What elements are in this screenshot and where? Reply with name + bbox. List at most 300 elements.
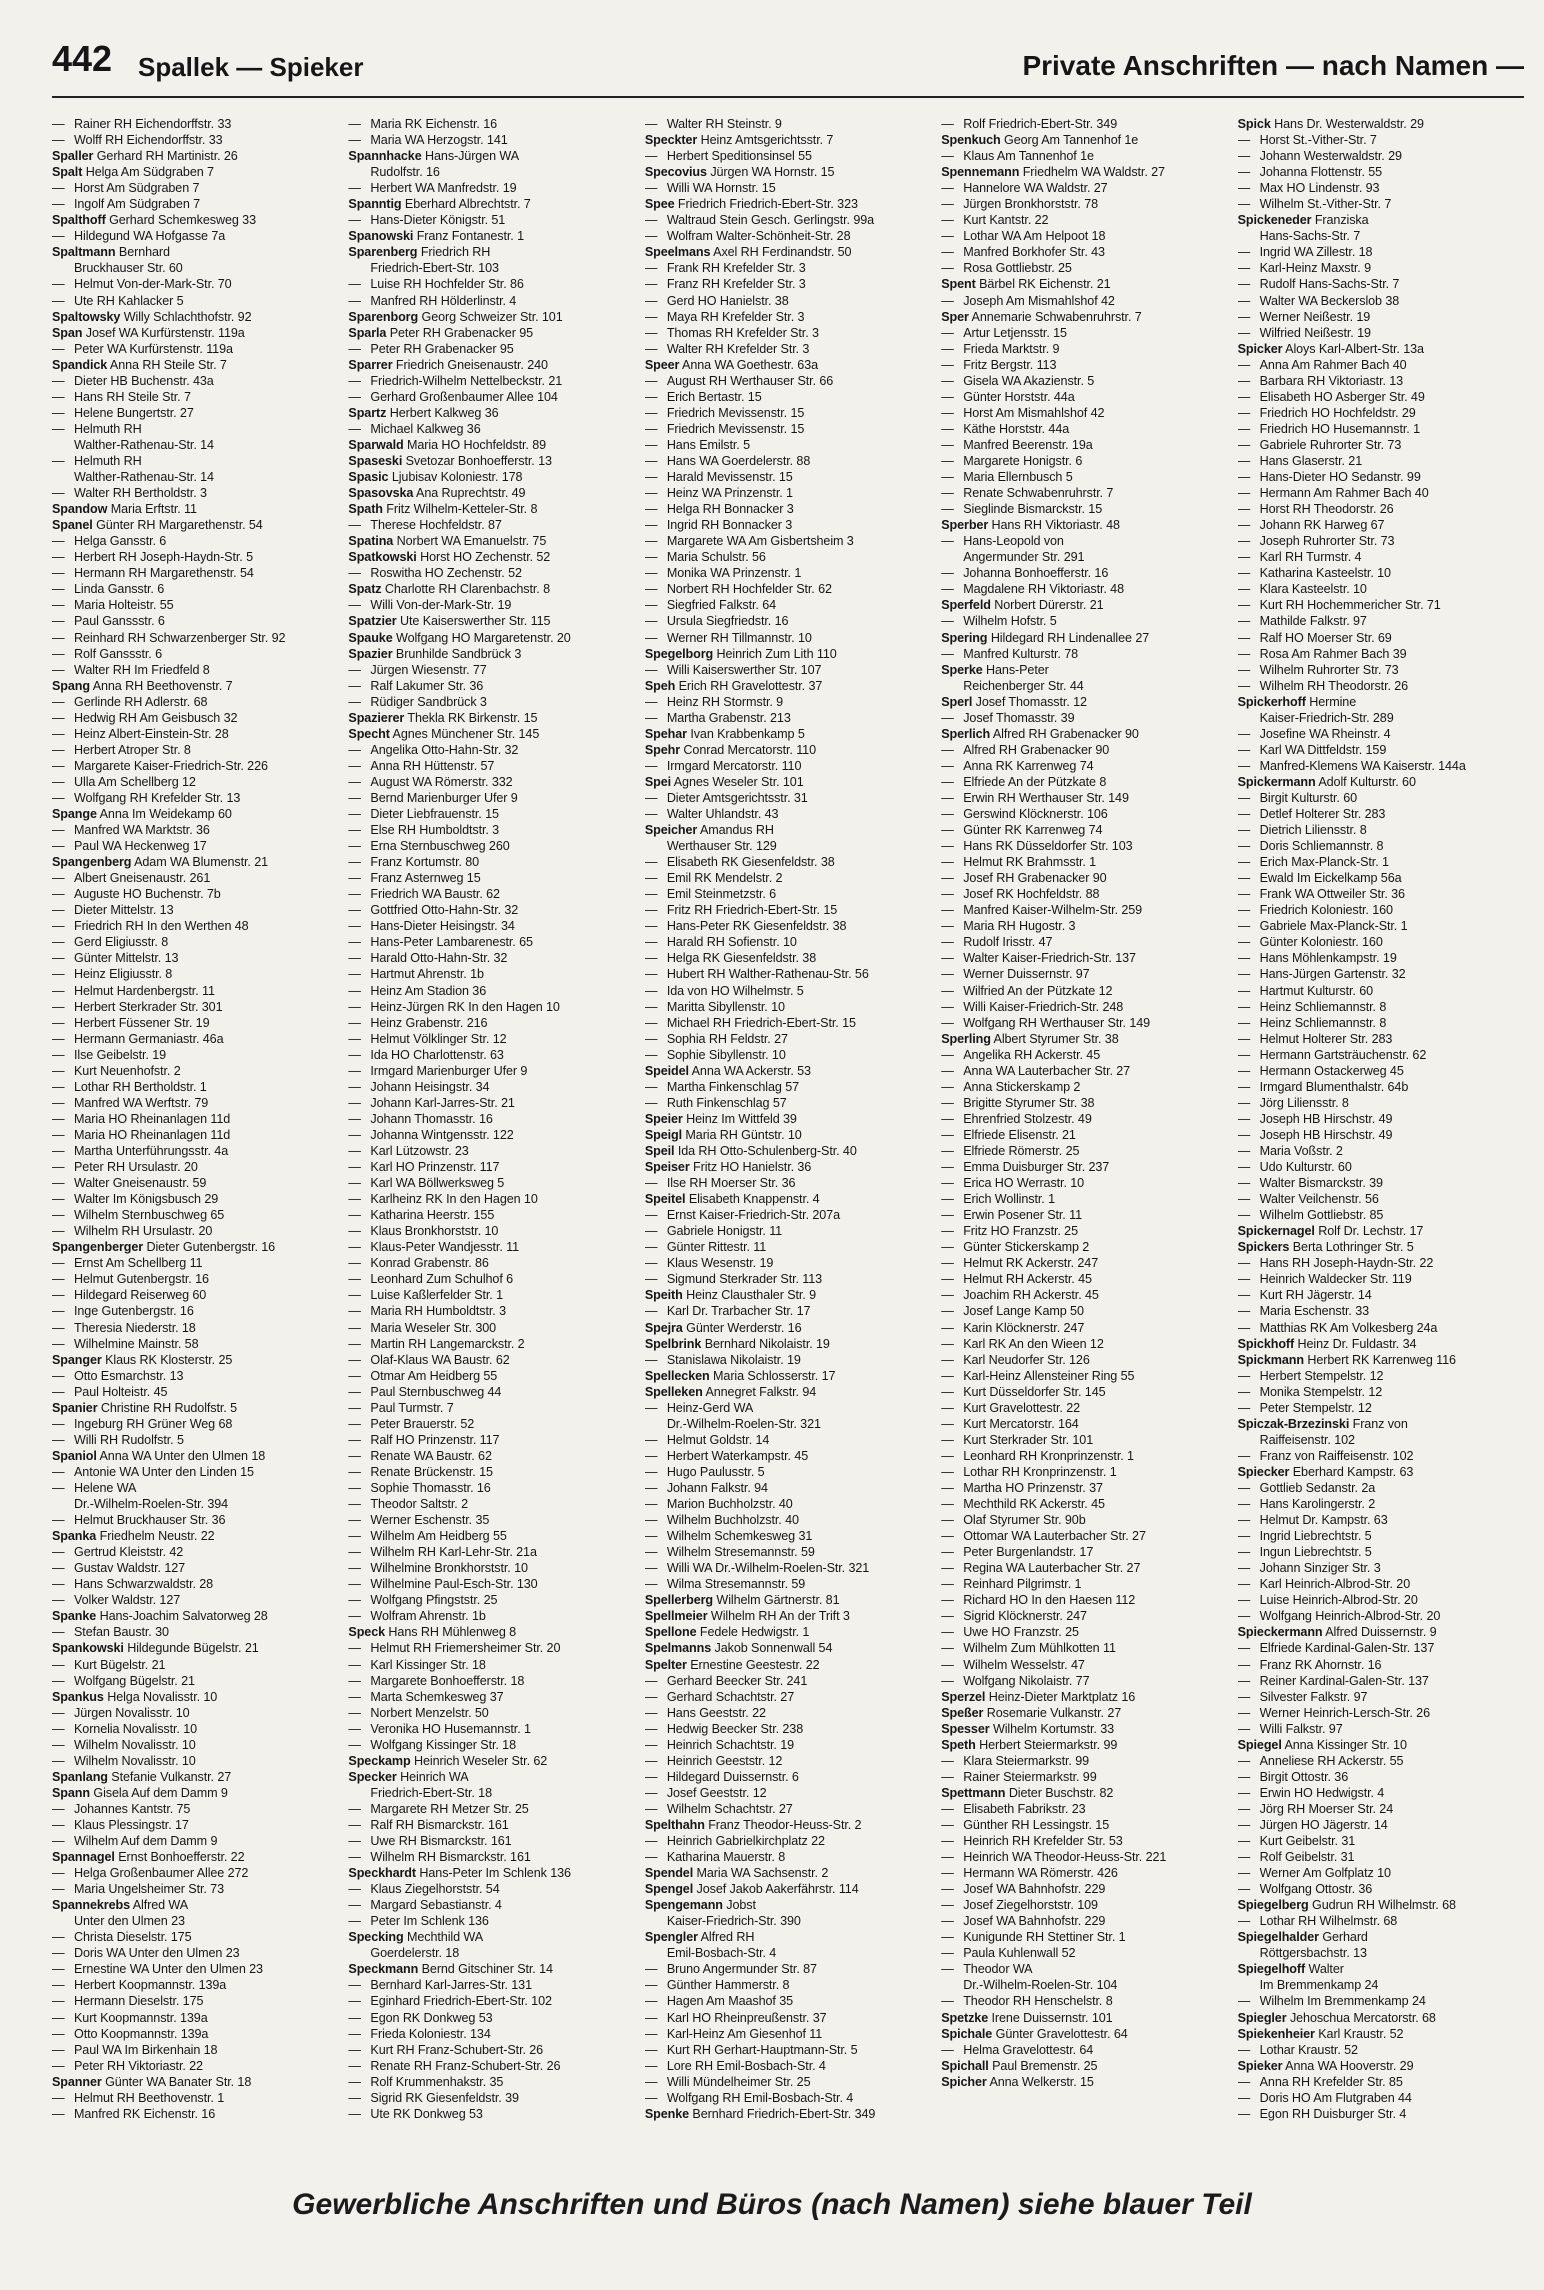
entry-detail: Günter RK Karrenweg 74: [963, 823, 1103, 838]
directory-entry: [52, 293, 338, 309]
same-surname-dash: —: [348, 1015, 361, 1030]
surname: Spellmeier: [644, 1609, 708, 1624]
entry-detail: Ingun Liebrechtstr. 5: [1259, 1545, 1372, 1560]
same-surname-dash: —: [52, 951, 65, 966]
entry-detail: Kurt Düsseldorfer Str. 145: [963, 1384, 1106, 1399]
directory-entry: [645, 1320, 931, 1336]
entry-detail: Maria HO Hochfeldstr. 89: [407, 437, 547, 452]
entry-detail: Karl RH Turmstr. 4: [1259, 550, 1362, 565]
entry-detail: Käthe Horststr. 44a: [963, 421, 1070, 436]
directory-entry: [941, 1127, 1227, 1143]
same-surname-dash: —: [1237, 742, 1251, 757]
directory-entry: [348, 1320, 634, 1336]
same-surname-dash: —: [1237, 871, 1251, 886]
entry-detail: Heinz Im Wittfeld 39: [686, 1111, 797, 1126]
same-surname-dash: —: [1237, 1448, 1251, 1463]
directory-entry: [348, 1560, 634, 1576]
same-surname-dash: —: [348, 1978, 361, 1993]
same-surname-dash: —: [348, 1432, 361, 1447]
entry-detail: Herbert RK Karrenweg 116: [1307, 1352, 1456, 1367]
directory-entry: [348, 469, 634, 485]
directory-entry: [52, 1175, 338, 1191]
directory-entry: [348, 646, 634, 662]
directory-entry: [52, 1031, 338, 1047]
directory-entry: [348, 597, 634, 613]
same-surname-dash: —: [348, 807, 361, 822]
same-surname-dash: —: [941, 1144, 954, 1158]
surname: Spiecker: [1237, 1464, 1290, 1479]
surname: Sperzel: [941, 1689, 986, 1704]
directory-entry: [645, 918, 931, 934]
same-surname-dash: —: [1237, 951, 1251, 966]
directory-entry: [1238, 983, 1524, 999]
same-surname-dash: —: [1237, 1176, 1251, 1191]
entry-detail: Wolfgang Heinrich-Albrod-Str. 20: [1259, 1609, 1441, 1624]
entry-detail: Fritz HO Franzstr. 25: [963, 1224, 1078, 1239]
entry-detail: Günter Stickerskamp 2: [963, 1240, 1090, 1255]
surname: Spanowski: [348, 229, 414, 244]
surname: Span: [52, 325, 83, 340]
entry-detail: Anna WA Hooverstr. 29: [1285, 2058, 1414, 2073]
entry-detail: Wilhelm Ruhrorter Str. 73: [1259, 662, 1399, 677]
directory-entry: [52, 1496, 338, 1512]
same-surname-dash: —: [644, 1400, 658, 1415]
directory-entry: [1238, 950, 1524, 966]
entry-detail: Horst RH Theodorstr. 26: [1259, 502, 1394, 517]
directory-entry: [1238, 293, 1524, 309]
entry-detail: Therese Hochfeldstr. 87: [370, 518, 502, 533]
same-surname-dash: —: [348, 518, 361, 533]
same-surname-dash: —: [644, 1513, 658, 1528]
entry-detail: Karl WA Dittfeldstr. 159: [1259, 742, 1387, 757]
directory-entry: [645, 1352, 931, 1368]
same-surname-dash: —: [644, 1529, 658, 1544]
directory-entry: [52, 1336, 338, 1352]
directory-entry: [348, 132, 634, 148]
same-surname-dash: —: [1237, 197, 1251, 212]
entry-detail: Klaus-Peter Wandjesstr. 11: [370, 1240, 519, 1255]
directory-entry: [52, 1255, 338, 1271]
surname: Spangenberger: [52, 1240, 144, 1255]
entry-detail: Wolfgang RH Krefelder Str. 13: [74, 790, 241, 805]
entry-detail: Gabriele Honigstr. 11: [666, 1224, 783, 1239]
surname: Spelbrink: [644, 1336, 702, 1351]
surname: Spanel: [52, 518, 93, 533]
same-surname-dash: —: [1237, 630, 1251, 645]
entry-detail: Wilhelm RH Bismarckstr. 161: [370, 1850, 531, 1865]
same-surname-dash: —: [1237, 373, 1251, 388]
directory-entry: [1238, 613, 1524, 629]
same-surname-dash: —: [941, 807, 954, 822]
same-surname-dash: —: [52, 2042, 65, 2057]
same-surname-dash: —: [348, 694, 361, 709]
entry-detail: Helmut RH Ackerstr. 45: [963, 1272, 1092, 1287]
directory-entry: [645, 212, 931, 228]
same-surname-dash: —: [52, 1673, 65, 1688]
directory-entry: [52, 453, 338, 469]
entry-detail: Hans RH Steile Str. 7: [74, 389, 191, 404]
same-surname-dash: —: [348, 293, 361, 308]
same-surname-dash: —: [348, 1529, 361, 1544]
same-surname-dash: —: [348, 1047, 361, 1062]
entry-detail: Irmgard Marienburger Ufer 9: [370, 1063, 528, 1078]
same-surname-dash: —: [52, 1962, 65, 1977]
directory-entry: [941, 1384, 1227, 1400]
same-surname-dash: —: [1237, 1400, 1251, 1415]
entry-detail: Hans-Peter: [986, 662, 1049, 677]
entry-detail: Gerhard: [1322, 1930, 1368, 1945]
directory-entry: [941, 1207, 1227, 1223]
directory-entry: [645, 1031, 931, 1047]
directory-entry: [1238, 1993, 1524, 2009]
directory-entry: [1238, 1031, 1524, 1047]
directory-entry: [348, 1448, 634, 1464]
surname: Spickeneder: [1237, 213, 1312, 228]
same-surname-dash: —: [52, 1384, 65, 1399]
same-surname-dash: —: [941, 1432, 954, 1447]
entry-detail: Jürgen HO Jägerstr. 14: [1259, 1817, 1388, 1832]
directory-entry: [941, 565, 1227, 581]
entry-detail: Gisela WA Akazienstr. 5: [963, 373, 1095, 388]
same-surname-dash: —: [348, 1689, 361, 1704]
entry-detail: Kurt Kantstr. 22: [963, 213, 1049, 228]
entry-detail: Agnes Münchener Str. 145: [392, 726, 540, 741]
same-surname-dash: —: [348, 1882, 361, 1897]
directory-entry: [348, 164, 634, 180]
directory-entry: [348, 485, 634, 501]
entry-detail: Wolfgang RH Emil-Bosbach-Str. 4: [666, 2090, 854, 2105]
entry-detail: Kurt RH Franz-Schubert-Str. 26: [370, 2042, 544, 2057]
directory-entry: [645, 1640, 931, 1656]
same-surname-dash: —: [941, 437, 954, 452]
same-surname-dash: —: [644, 1737, 658, 1752]
directory-entry: [941, 485, 1227, 501]
same-surname-dash: —: [1237, 470, 1251, 485]
directory-entry: [1238, 1015, 1524, 1031]
entry-detail: Helga RK Giesenfeldstr. 38: [666, 951, 817, 966]
directory-entry: [645, 774, 931, 790]
directory-entry: [941, 1320, 1227, 1336]
same-surname-dash: —: [52, 887, 65, 902]
same-surname-dash: —: [52, 1176, 65, 1191]
same-surname-dash: —: [1237, 550, 1251, 565]
same-surname-dash: —: [644, 903, 658, 918]
entry-detail: Emil RK Mendelstr. 2: [666, 871, 783, 886]
surname: Speßer: [941, 1705, 984, 1720]
entry-detail: Heinz RH Stormstr. 9: [666, 694, 784, 709]
surname: Spiegelhalder: [1237, 1930, 1319, 1945]
entry-detail: Elfriede Kardinal-Galen-Str. 137: [1259, 1641, 1435, 1656]
entry-detail: Hildegunde Bügelstr. 21: [127, 1641, 259, 1656]
directory-entry: [348, 1207, 634, 1223]
directory-entry: [941, 2058, 1227, 2074]
directory-entry: [1238, 1400, 1524, 1416]
directory-entry: [1238, 1143, 1524, 1159]
entry-detail: Heinz Grabenstr. 216: [370, 1015, 488, 1030]
same-surname-dash: —: [348, 1288, 361, 1303]
same-surname-dash: —: [941, 1962, 954, 1977]
directory-entry: [645, 1881, 931, 1897]
entry-detail: Jakob Sonnenwall 54: [714, 1641, 833, 1656]
directory-entry: [348, 1015, 634, 1031]
surname: Spickerhoff: [1237, 694, 1306, 709]
surname: Speckamp: [348, 1753, 411, 1768]
entry-detail: Roswitha HO Zechenstr. 52: [370, 566, 522, 581]
directory-entry: [348, 1384, 634, 1400]
entry-detail: Mechthild RK Ackerstr. 45: [963, 1497, 1105, 1512]
entry-detail: Johann Westerwaldstr. 29: [1259, 149, 1402, 164]
entry-detail: Elfriede An der Pützkate 8: [963, 774, 1107, 789]
directory-entry: [941, 2074, 1227, 2090]
directory-entry: [941, 1945, 1227, 1961]
directory-entry: [1238, 1945, 1524, 1961]
directory-entry: [645, 276, 931, 292]
entry-detail: Sigmund Sterkrader Str. 113: [666, 1272, 823, 1287]
directory-entry: [645, 1175, 931, 1191]
entry-detail: Maria Schulstr. 56: [666, 550, 766, 565]
entry-detail: Rosa Gottliebstr. 25: [963, 261, 1072, 276]
directory-entry: [941, 1801, 1227, 1817]
directory-entry: [941, 1785, 1227, 1801]
entry-detail: Charlotte RH Clarenbachstr. 8: [384, 582, 550, 597]
directory-entry: [645, 597, 931, 613]
entry-detail: Ilse RH Moerser Str. 36: [666, 1176, 796, 1191]
directory-entry: [348, 774, 634, 790]
directory-entry: [1238, 437, 1524, 453]
entry-detail: Heinz Schliemannstr. 8: [1259, 1015, 1387, 1030]
directory-entry: [645, 678, 931, 694]
directory-entry: [348, 1624, 634, 1640]
entry-detail: Manfred-Klemens WA Kaiserstr. 144a: [1259, 758, 1466, 773]
same-surname-dash: —: [941, 1641, 954, 1656]
entry-detail: Hans-Jürgen WA: [425, 149, 520, 164]
directory-entry: [52, 1127, 338, 1143]
same-surname-dash: —: [941, 181, 954, 196]
directory-entry: [645, 357, 931, 373]
directory-entry: [52, 1913, 338, 1929]
directory-entry: [52, 1432, 338, 1448]
directory-entry: [52, 1239, 338, 1255]
directory-entry: [52, 2074, 338, 2090]
entry-detail: Brunhilde Sandbrück 3: [395, 646, 522, 661]
entry-detail: Antonie WA Unter den Linden 15: [74, 1464, 254, 1479]
directory-entry: [348, 2074, 634, 2090]
entry-detail: Walter Veilchenstr. 56: [1259, 1192, 1379, 1207]
entry-detail: Alfred WA: [132, 1898, 189, 1913]
same-surname-dash: —: [52, 1031, 65, 1046]
same-surname-dash: —: [941, 1930, 954, 1945]
directory-entry: [52, 1480, 338, 1496]
directory-entry: [645, 1849, 931, 1865]
entry-detail: Dr.-Wilhelm-Roelen-Str. 321: [666, 1416, 821, 1431]
entry-detail: Harald Otto-Hahn-Str. 32: [370, 951, 508, 966]
same-surname-dash: —: [52, 774, 65, 789]
directory-entry: [52, 405, 338, 421]
entry-detail: Jürgen Wiesenstr. 77: [370, 662, 487, 677]
same-surname-dash: —: [348, 1497, 361, 1512]
directory-entry: [941, 581, 1227, 597]
directory-entry: [941, 1640, 1227, 1656]
entry-detail: Herbert Kalkweg 36: [389, 405, 499, 420]
directory-entry: [1238, 1320, 1524, 1336]
entry-detail: Renate Schwabenruhrstr. 7: [963, 486, 1114, 501]
entry-detail: Friedrich-Ebert-Str. 103: [370, 261, 499, 276]
directory-entry: [1238, 1207, 1524, 1223]
entry-detail: Emil-Bosbach-Str. 4: [666, 1946, 777, 1961]
surname: Spieker: [1237, 2058, 1283, 2073]
directory-entry: [1238, 1705, 1524, 1721]
entry-detail: Hans-Peter Lambarenestr. 65: [370, 935, 533, 950]
directory-entry: [52, 1095, 338, 1111]
directory-entry: [645, 1480, 931, 1496]
entry-detail: Jürgen Novalisstr. 10: [74, 1705, 190, 1720]
directory-entry: [645, 164, 931, 180]
directory-entry: [1238, 1384, 1524, 1400]
directory-entry: [941, 1287, 1227, 1303]
entry-detail: Friedrich RH In den Werthen 48: [74, 919, 249, 934]
directory-entry: [1238, 662, 1524, 678]
entry-detail: Anna RH Hüttenstr. 57: [370, 758, 495, 773]
directory-entry: [941, 630, 1227, 646]
entry-detail: Kurt Gravelottestr. 22: [963, 1400, 1081, 1415]
entry-detail: Dr.-Wilhelm-Roelen-Str. 104: [963, 1978, 1118, 1993]
same-surname-dash: —: [1237, 1753, 1251, 1768]
same-surname-dash: —: [644, 1705, 658, 1720]
entry-detail: Günter Werderstr. 16: [686, 1320, 802, 1335]
surname: Spanntig: [348, 197, 402, 212]
entry-detail: Luise Kaßlerfelder Str. 1: [370, 1288, 504, 1303]
same-surname-dash: —: [52, 566, 65, 581]
same-surname-dash: —: [348, 919, 361, 934]
directory-entry: [645, 1143, 931, 1159]
entry-detail: Klaus Ziegelhorststr. 54: [370, 1882, 500, 1897]
directory-entry: [348, 1592, 634, 1608]
directory-entry: [52, 902, 338, 918]
same-surname-dash: —: [941, 453, 954, 468]
directory-entry: [941, 1849, 1227, 1865]
directory-entry: [645, 148, 931, 164]
directory-entry: [348, 1977, 634, 1993]
same-surname-dash: —: [348, 1657, 361, 1672]
directory-entry: [645, 1400, 931, 1416]
directory-entry: [941, 1496, 1227, 1512]
same-surname-dash: —: [1237, 1368, 1251, 1383]
directory-entry: [52, 581, 338, 597]
entry-detail: Annegret Falkstr. 94: [705, 1384, 817, 1399]
directory-entry: [1238, 565, 1524, 581]
same-surname-dash: —: [52, 1834, 65, 1849]
surname: Spannekrebs: [52, 1898, 130, 1913]
surname: Speiser: [644, 1160, 690, 1175]
directory-entry: [1238, 1287, 1524, 1303]
entry-detail: Karl Dr. Trarbacher Str. 17: [666, 1304, 811, 1319]
directory-entry: [941, 613, 1227, 629]
directory-entry: [645, 341, 931, 357]
same-surname-dash: —: [941, 1384, 954, 1399]
same-surname-dash: —: [52, 1192, 65, 1207]
same-surname-dash: —: [1237, 486, 1251, 501]
same-surname-dash: —: [1237, 149, 1251, 164]
directory-entry: [645, 389, 931, 405]
same-surname-dash: —: [941, 293, 954, 308]
entry-detail: Ute RK Donkweg 53: [370, 2106, 483, 2121]
entry-detail: Waltraud Stein Gesch. Gerlingstr. 99a: [666, 213, 875, 228]
entry-detail: Günter RH Margarethenstr. 54: [96, 518, 263, 533]
same-surname-dash: —: [941, 823, 954, 838]
entry-detail: Gerhard Beecker Str. 241: [666, 1673, 808, 1688]
directory-entry: [52, 1881, 338, 1897]
surname: Spent: [941, 277, 976, 292]
entry-detail: Hans-Dieter Königstr. 51: [370, 213, 506, 228]
entry-detail: Friedrich Koloniestr. 160: [1259, 903, 1393, 918]
directory-entry: [1238, 1785, 1524, 1801]
directory-entry: [941, 1255, 1227, 1271]
directory-entry: [1238, 2090, 1524, 2106]
directory-entry: [645, 309, 931, 325]
same-surname-dash: —: [348, 887, 361, 902]
surname: Spanger: [52, 1352, 102, 1367]
directory-entry: [645, 293, 931, 309]
directory-entry: [348, 1336, 634, 1352]
same-surname-dash: —: [941, 1224, 954, 1239]
entry-detail: Frieda Marktstr. 9: [963, 341, 1060, 356]
surname: Spasovska: [348, 486, 414, 501]
entry-detail: Franz Fontanestr. 1: [416, 229, 525, 244]
same-surname-dash: —: [52, 823, 65, 838]
directory-entry: [1238, 1673, 1524, 1689]
entry-detail: Norbert Dürerstr. 21: [994, 598, 1104, 613]
entry-detail: Manfred WA Marktstr. 36: [74, 823, 210, 838]
directory-entry: [348, 1047, 634, 1063]
same-surname-dash: —: [348, 2074, 361, 2089]
directory-entry: [645, 116, 931, 132]
directory-entry: [348, 630, 634, 646]
same-surname-dash: —: [348, 1480, 361, 1495]
directory-entry: [52, 1320, 338, 1336]
directory-entry: [52, 1207, 338, 1223]
same-surname-dash: —: [348, 1705, 361, 1720]
entry-detail: Johannes Kantstr. 75: [74, 1801, 191, 1816]
directory-entry: [52, 822, 338, 838]
same-surname-dash: —: [1237, 1144, 1251, 1158]
entry-detail: Franz von Raiffeisenstr. 102: [1259, 1448, 1414, 1463]
surname: Sperling: [941, 1031, 991, 1046]
surname: Spei: [644, 774, 672, 789]
entry-detail: Helmut Gutenbergstr. 16: [74, 1272, 209, 1287]
directory-entry: [941, 1143, 1227, 1159]
entry-detail: Hagen Am Maashof 35: [666, 1994, 794, 2009]
directory-entry: [645, 1239, 931, 1255]
directory-entry: [1238, 1239, 1524, 1255]
directory-entry: [52, 613, 338, 629]
entry-detail: Heinrich Zum Lith 110: [716, 646, 837, 661]
entry-detail: Sigrid Klöcknerstr. 247: [963, 1609, 1087, 1624]
directory-entry: [1238, 934, 1524, 950]
directory-entry: [1238, 1095, 1524, 1111]
entry-detail: Wilhelm Buchholzstr. 40: [666, 1513, 799, 1528]
same-surname-dash: —: [52, 1015, 65, 1030]
directory-entry: [645, 1448, 931, 1464]
same-surname-dash: —: [348, 1817, 361, 1832]
directory-entry: [645, 1432, 931, 1448]
surname: Spicher: [941, 2074, 987, 2089]
same-surname-dash: —: [348, 1673, 361, 1688]
entry-detail: Joseph HB Hirschstr. 49: [1259, 1127, 1393, 1142]
surname: Spankus: [52, 1689, 104, 1704]
entry-detail: Ehrenfried Stolzestr. 49: [963, 1111, 1092, 1126]
directory-entry: [52, 180, 338, 196]
same-surname-dash: —: [941, 871, 954, 886]
